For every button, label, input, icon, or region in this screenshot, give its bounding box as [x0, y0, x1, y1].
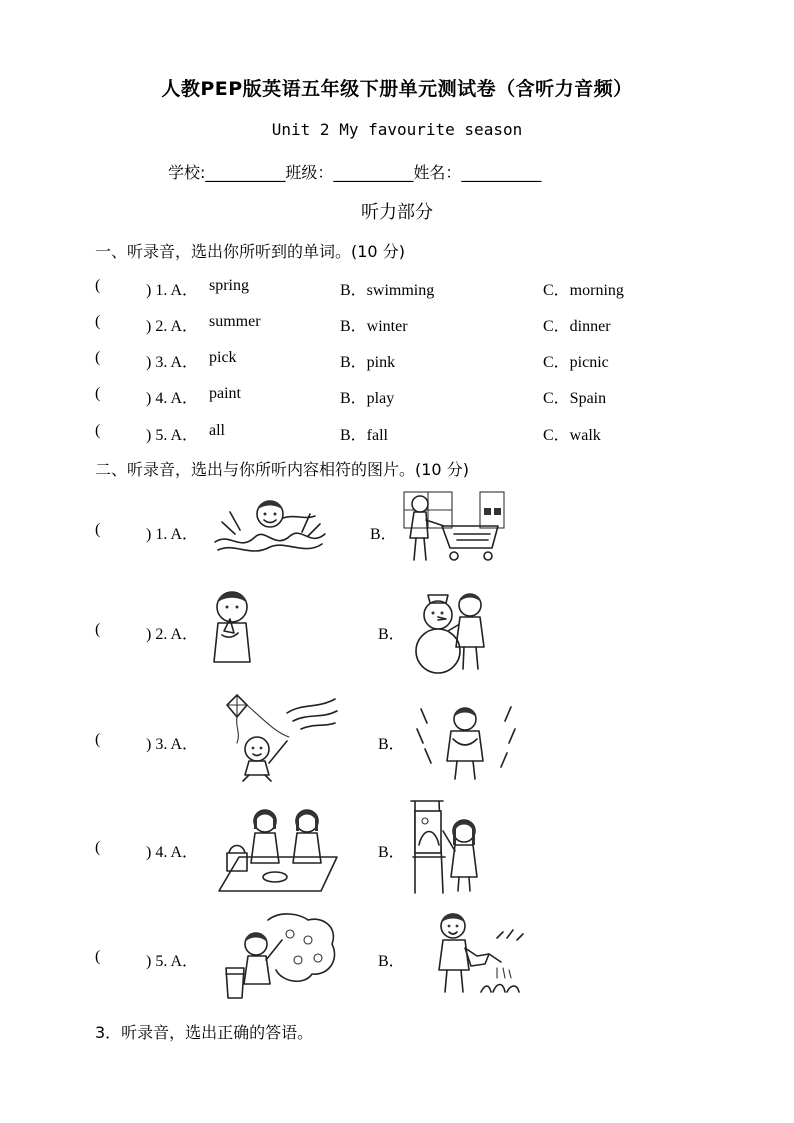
option-b-label: B． — [378, 736, 405, 753]
option-b: B．play — [340, 390, 395, 407]
option-b-label: B． — [378, 953, 405, 970]
option-b-label: B． — [378, 626, 405, 643]
picture-question-row — [95, 585, 735, 675]
girls-having-picnic-picture[interactable] — [217, 801, 342, 902]
answer-blank[interactable]: ( — [95, 948, 101, 965]
option-c: C．walk — [543, 427, 601, 444]
answer-blank[interactable]: ( — [95, 621, 101, 638]
section-title: 听力部分 — [361, 202, 433, 223]
question-number: ) 4. A． — [146, 844, 199, 861]
picture-question-row — [95, 693, 735, 785]
question-number: ) 5. A． — [146, 953, 199, 970]
question-number: ) 3. A． — [146, 354, 199, 371]
answer-blank[interactable]: ( — [95, 521, 101, 538]
child-flying-kite-picture[interactable] — [217, 693, 342, 788]
unit-subtitle: Unit 2 My favourite season — [271, 120, 523, 139]
answer-blank[interactable]: ( — [95, 349, 101, 366]
part1-heading: 一、听录音，选出你所听到的单词。(10 分) — [95, 242, 405, 261]
option-b: B．fall — [340, 427, 388, 444]
option-b: B．swimming — [340, 282, 435, 299]
option-c: C．morning — [543, 282, 624, 299]
picture-question-row — [95, 797, 735, 897]
boy-watering-flowers-picture[interactable] — [427, 908, 527, 1005]
option-a: all — [209, 422, 225, 439]
question-row — [95, 277, 735, 301]
option-a: paint — [209, 385, 241, 402]
question-row — [95, 422, 735, 446]
answer-blank[interactable]: ( — [95, 422, 101, 439]
option-a: summer — [209, 313, 261, 330]
question-number: ) 1. A． — [146, 282, 199, 299]
child-swimming-picture[interactable] — [210, 492, 330, 567]
question-number: ) 1. A． — [146, 526, 199, 543]
option-a: pick — [209, 349, 237, 366]
boy-picking-apples-picture[interactable] — [220, 910, 340, 1007]
person-shopping-cart-picture[interactable] — [402, 490, 507, 570]
question-row — [95, 313, 735, 337]
answer-blank[interactable]: ( — [95, 385, 101, 402]
girl-painting-picture[interactable] — [409, 797, 489, 900]
option-c: C．dinner — [543, 318, 611, 335]
page-title: 人教PEP版英语五年级下册单元测试卷（含听力音频） — [161, 78, 633, 100]
picture-question-row — [95, 908, 735, 1004]
option-c: C．Spain — [543, 390, 607, 407]
option-b-label: B． — [370, 526, 397, 543]
option-b-label: B． — [378, 844, 405, 861]
student-info-line: 学校:__________班级：__________姓名：__________ — [168, 163, 542, 182]
question-number: ) 3. A． — [146, 736, 199, 753]
question-number: ) 5. A． — [146, 427, 199, 444]
answer-blank[interactable]: ( — [95, 313, 101, 330]
option-b: B．pink — [340, 354, 396, 371]
question-number: ) 2. A． — [146, 318, 199, 335]
question-number: ) 2. A． — [146, 626, 199, 643]
question-row — [95, 385, 735, 409]
answer-blank[interactable]: ( — [95, 731, 101, 748]
part2-heading: 二、听录音，选出与你所听内容相符的图片。(10 分) — [95, 460, 469, 479]
option-b: B．winter — [340, 318, 408, 335]
part3-heading: 3．听录音，选出正确的答语。 — [95, 1023, 314, 1042]
child-cold-in-wind-picture[interactable] — [415, 703, 525, 786]
answer-blank[interactable]: ( — [95, 839, 101, 856]
child-eating-ice-cream-picture[interactable] — [210, 587, 260, 672]
question-number: ) 4. A． — [146, 390, 199, 407]
option-c: C．picnic — [543, 354, 609, 371]
answer-blank[interactable]: ( — [95, 277, 101, 294]
option-a: spring — [209, 277, 249, 294]
boy-with-snowman-picture[interactable] — [408, 585, 508, 678]
picture-question-row — [95, 490, 735, 570]
question-row — [95, 349, 735, 373]
